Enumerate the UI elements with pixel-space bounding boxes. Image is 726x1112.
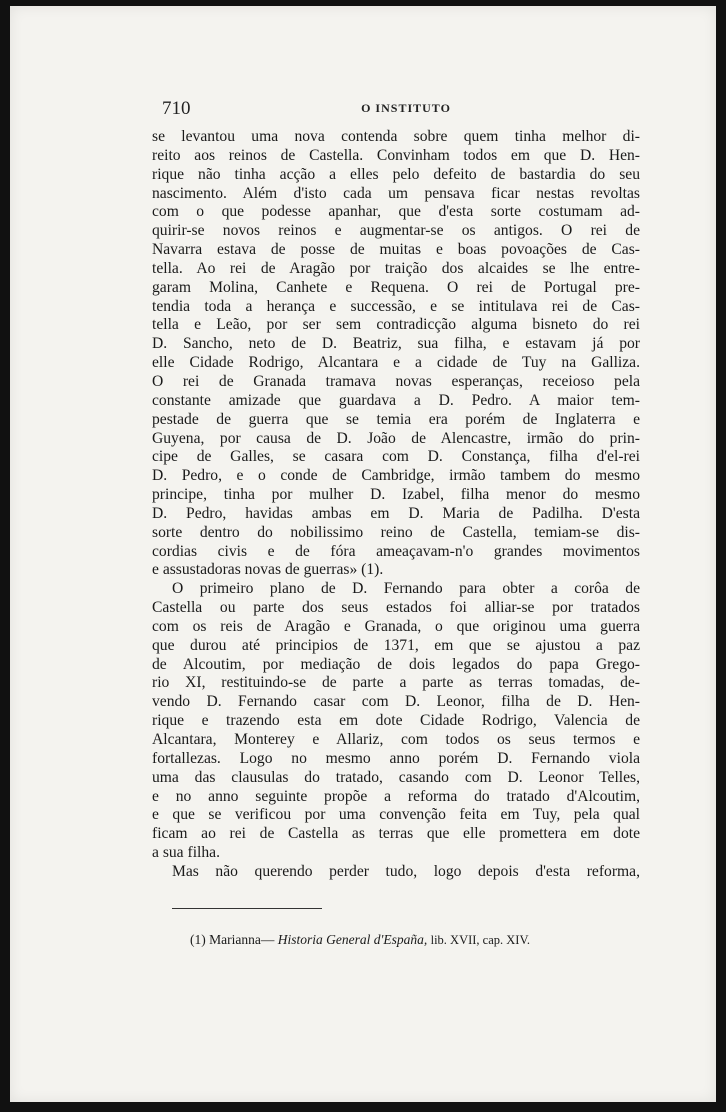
text-line: e que se verificou por uma convenção feita em Tuy, pela qual (152, 806, 640, 824)
text-line: rio XI, restituindo-se de parte a parte as terras tomadas, de- (152, 674, 640, 692)
footnote-marker: (1) Marianna— (190, 932, 275, 947)
text-line: Alcantara, Monterey e Allariz, com todos os seus termos e (152, 731, 640, 748)
paragraph-end-line: e assustadoras novas de guerras» (1). (152, 561, 384, 579)
text-line: sorte dentro do nobilissimo reino de Castella, temiam-se dis- (152, 523, 640, 541)
text-line: nascimento. Além d'isto cada um pensava ficar nestas revoltas (152, 184, 640, 202)
footnote (190, 932, 650, 948)
text-line: com o que podesse apanhar, que d'esta sorte costumam ad- (152, 203, 640, 221)
paragraph-end-line: a sua filha. (152, 844, 220, 862)
text-line: de Alcoutim, por mediação de dois legados do papa Grego- (152, 655, 640, 673)
footnote-divider (172, 908, 322, 909)
running-title: O INSTITUTO (361, 101, 451, 115)
text-line: cordias civis e de fóra ameaçavam-n'o grandes movimentos (152, 542, 640, 560)
text-line: constante amizade que guardava a D. Pedro. A maior tem- (152, 391, 640, 409)
paragraph-start-line: O primeiro plano de D. Fernando para obter a corôa de (172, 580, 640, 598)
text-line: Navarra estava de posse de muitas e boas povoações de Cas- (152, 241, 640, 259)
text-line: cipe de Galles, se casara com D. Constança, filha d'el-rei (152, 448, 640, 466)
body-text (152, 128, 640, 882)
text-line: vendo D. Fernando casar com D. Leonor, filha de D. Hen- (152, 693, 640, 711)
text-line: rique e trazendo esta em dote Cidade Rodrigo, Valencia de (152, 712, 640, 730)
text-line: reito aos reinos de Castella. Convinham todos em que D. Hen- (152, 146, 640, 164)
text-line: garam Molina, Canhete e Requena. O rei de Portugal pre- (152, 278, 640, 296)
page-header (162, 98, 650, 122)
page-number: 710 (162, 98, 191, 119)
text-line: ficam ao rei de Castella as terras que elle promettera em dote (152, 825, 640, 843)
text-line: se levantou uma nova contenda sobre quem tinha melhor di- (152, 128, 640, 145)
text-line: pestade de guerra que se temia era porém de Inglaterra e (152, 410, 640, 428)
text-line: D. Pedro, havidas ambas em D. Maria de Padilha. D'esta (152, 504, 640, 522)
text-line: uma das clausulas do tratado, casando com D. Leonor Telles, (152, 768, 640, 786)
text-line: quirir-se novos reinos e augmentar-se os antigos. O rei de (152, 222, 640, 240)
text-line: tendia toda a herança e successão, e se intitulava rei de Cas- (152, 297, 640, 315)
text-line: com os reis de Aragão e Granada, o que originou uma guerra (152, 617, 640, 635)
paragraph-start-line: Mas não querendo perder tudo, logo depois d'esta reforma, (172, 862, 640, 880)
text-line: rique não tinha acção a elles pelo defeito de bastardia do seu (152, 165, 640, 183)
footnote-work-title: Historia General d'España, (277, 932, 428, 947)
text-line: que durou até principios de 1371, em que se ajustou a paz (152, 636, 640, 654)
text-line: principe, tinha por mulher D. Izabel, filha menor do mesmo (152, 486, 640, 504)
text-line: tella. Ao rei de Aragão por traição dos alcaides se lhe entre- (152, 259, 640, 277)
text-line: elle Cidade Rodrigo, Alcantara e a cidade de Tuy na Galliza. (152, 354, 640, 372)
footnote-reference: lib. XVII, cap. XIV. (430, 933, 531, 947)
text-line: Castella ou parte dos seus estados foi alliar-se por tratados (152, 599, 640, 617)
text-line: D. Pedro, e o conde de Cambridge, irmão tambem do mesmo (152, 467, 640, 485)
text-line: tella e Leão, por ser sem contradicção alguma bisneto do rei (152, 316, 640, 334)
text-line: D. Sancho, neto de D. Beatriz, sua filha, e estavam já por (152, 335, 640, 353)
text-line: O rei de Granada tramava novas esperanças, receioso pela (152, 372, 640, 390)
text-line: fortallezas. Logo no mesmo anno porém D. Fernando viola (152, 749, 640, 767)
text-line: e no anno seguinte propõe a reforma do tratado d'Alcoutim, (152, 787, 640, 805)
text-line: Guyena, por causa de D. João de Alencastre, irmão do prin- (152, 429, 640, 447)
